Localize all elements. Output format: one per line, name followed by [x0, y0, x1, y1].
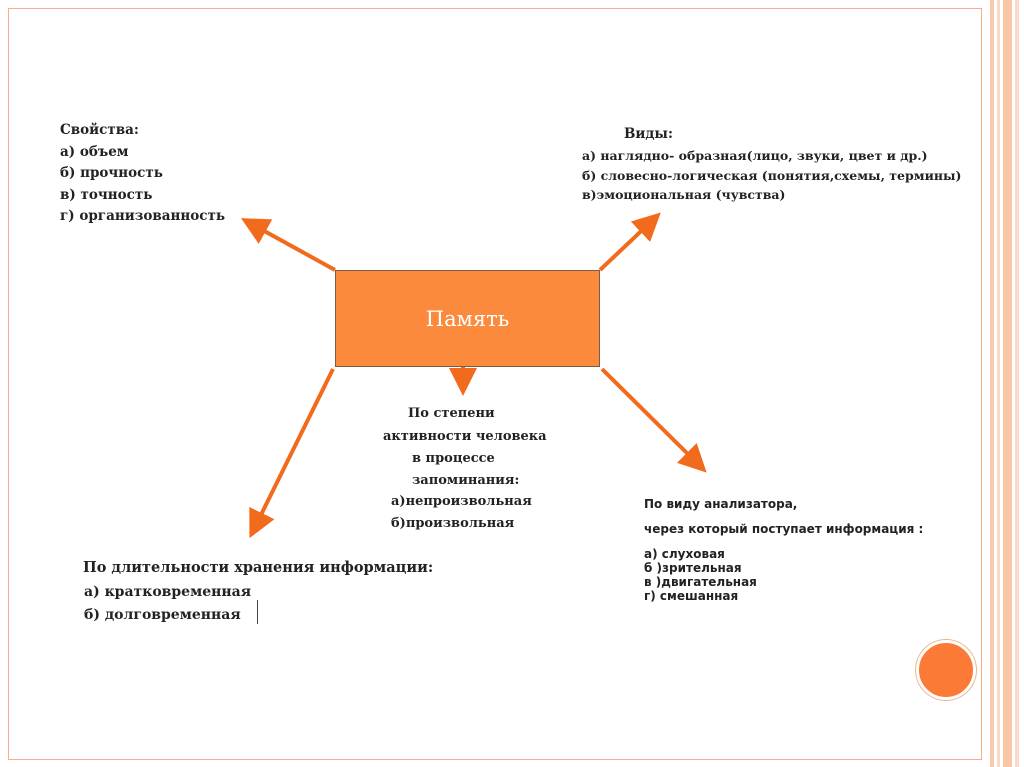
activity-title-line: запоминания:	[412, 473, 520, 488]
analyzer-block	[644, 547, 757, 603]
list-item: в)эмоциональная (чувства)	[582, 187, 786, 202]
analyzer-title-line: По виду анализатора,	[644, 497, 798, 511]
duration-block	[84, 581, 251, 627]
list-item: в )двигательная	[644, 575, 757, 589]
types-title: Виды:	[624, 126, 673, 142]
list-item: в) точность	[60, 186, 153, 203]
types-block	[582, 146, 961, 205]
activity-title-line: в процессе	[412, 451, 495, 466]
analyzer-title-line: через который поступает информация :	[644, 522, 924, 536]
list-item: г) организованность	[60, 208, 225, 224]
list-item: б) долговременная	[84, 607, 241, 623]
duration-title: По длительности хранения информации:	[83, 559, 434, 576]
decor-circle	[916, 640, 976, 700]
arrow-to-analyzer	[602, 369, 701, 467]
list-item: а) кратковременная	[84, 584, 252, 600]
arrow-to-types	[600, 218, 655, 270]
center-node	[335, 270, 600, 367]
list-item: а) объем	[60, 143, 129, 160]
list-item: б) прочность	[60, 165, 163, 181]
properties-block	[60, 120, 225, 228]
list-item: б)произвольная	[391, 516, 515, 531]
text-cursor	[257, 600, 258, 624]
list-item: б )зрительная	[644, 561, 742, 575]
arrow-to-properties	[248, 222, 335, 270]
list-item: б) словесно-логическая (понятия,схемы, термины)	[582, 167, 962, 183]
list-item: г) смешанная	[644, 589, 739, 603]
activity-title-line: По степени	[408, 406, 495, 421]
list-item: а)непроизвольная	[391, 494, 532, 509]
center-node-label: Память	[425, 306, 510, 331]
properties-title: Свойства:	[60, 122, 139, 138]
arrow-to-duration	[253, 369, 333, 531]
activity-title-line: активности человека	[383, 429, 547, 444]
list-item: а) наглядно- образная(лицо, звуки, цвет и др.)	[582, 148, 928, 163]
list-item: а) слуховая	[644, 547, 725, 561]
